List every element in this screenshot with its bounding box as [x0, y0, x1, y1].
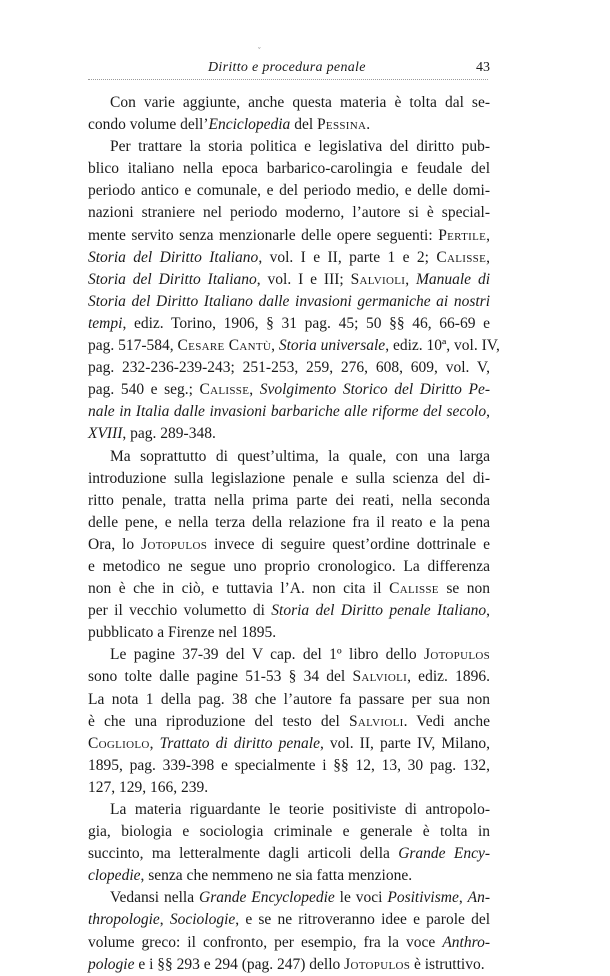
italic-title: pologie [88, 955, 135, 973]
text-line [88, 843, 490, 865]
text-run: , [271, 337, 279, 355]
text-line [88, 534, 490, 556]
italic-title: Sociologie [169, 911, 236, 929]
text-run: , [149, 734, 160, 752]
italic-title: Trattato di diritto penale [159, 734, 320, 752]
text-line [88, 313, 490, 335]
text-run: introduzione sulla legislazione penale e sulla scienza del di- [88, 469, 490, 487]
text-run: mente servito senza menzionarle delle opere seguenti: [88, 226, 439, 244]
text-run: Con varie aggiunte, anche questa materia è tolta dal se- [110, 94, 490, 111]
text-line [88, 556, 490, 578]
text-run: è che una riproduzione del testo del [88, 712, 349, 730]
text-run: pag. 517-584, [88, 337, 178, 355]
italic-title: Grande Ency- [398, 845, 491, 863]
text-run: , [486, 403, 490, 421]
author-name: Pertile [438, 226, 487, 244]
italic-title: Anthro- [442, 933, 490, 951]
text-run: . [366, 116, 371, 134]
text-run: , [486, 226, 490, 244]
text-line [88, 468, 490, 490]
text-line [88, 799, 490, 821]
text-run: le voci [334, 889, 388, 907]
author-name: Jotopulos [424, 646, 490, 664]
text-line [88, 446, 490, 468]
text-line [88, 401, 490, 423]
text-run: non è che in ciò, e tuttavia l’A. non cita il [88, 580, 390, 598]
text-run: , vol. I e II, parte 1 e 2; [258, 248, 437, 266]
italic-title: XVIII [88, 425, 123, 443]
text-run: gia, biologia e sociologia criminale e generale è tolta in [88, 823, 490, 841]
author-name: Calisse [389, 580, 439, 598]
text-line [88, 291, 490, 313]
text-line [88, 423, 490, 445]
text-run: Per trattare la storia politica e legislativa del diritto pub- [110, 138, 490, 156]
text-run: del [290, 116, 317, 134]
text-run: , pag. 289-348. [122, 425, 216, 443]
text-line [88, 666, 490, 688]
page-number: 43 [476, 60, 490, 75]
text-run: . Vedi anche [403, 712, 490, 730]
paragraph [88, 887, 490, 975]
author-name: Pessina [317, 116, 367, 134]
text-run: , vol. I e III; [256, 270, 351, 288]
text-line [88, 357, 490, 379]
italic-title: Storia del Diritto penale Italiano [271, 602, 487, 620]
text-run: pag. 232-236-239-243; 251-253, 259, 276, 608, 609, vol. V, [88, 359, 490, 377]
text-line [88, 711, 490, 733]
text-line [88, 114, 490, 136]
text-run: succinto, ma letteralmente dagli articoli della [88, 845, 399, 863]
text-run: e i §§ 293 e 294 (pag. 247) dello [134, 955, 345, 973]
text-line [88, 932, 490, 954]
italic-title: Manuale di [415, 270, 491, 288]
text-run: 127, 129, 166, 239. [88, 778, 209, 796]
text-run: , senza che nemmeno ne sia fatta menzione. [140, 867, 413, 885]
text-line [88, 689, 490, 711]
author-name: Salvioli [352, 668, 408, 686]
italic-title: clopedie [88, 867, 141, 885]
text-run: , vol. II, parte IV, Milano, [319, 734, 490, 752]
text-run: , [486, 248, 490, 266]
text-line [88, 733, 490, 755]
italic-title: Enciclopedia [208, 116, 291, 134]
text-run: , ediz. 10ª, vol. IV, [385, 337, 500, 355]
paragraph [88, 92, 490, 136]
italic-title: Storia del Diritto Italiano [88, 248, 259, 266]
text-line [88, 578, 490, 600]
text-run: blico italiano nella epoca barbarico-carolingia e feudale del [88, 160, 490, 178]
author-name: Calisse [436, 248, 487, 266]
text-run: delle pene, e nella terza della relazione fra il reato e la pena [88, 513, 490, 531]
author-name: Jotopulos [344, 955, 411, 973]
text-run: Le pagine 37-39 del V cap. del 1º libro dello [110, 646, 425, 664]
text-line [88, 512, 490, 534]
text-line [88, 909, 490, 931]
printer-mark: ˇ [258, 46, 261, 55]
text-run: se non [438, 580, 490, 598]
italic-title: Storia del Diritto Italiano dalle invasioni germaniche ai nostri [88, 292, 490, 310]
author-name: Salvioli [350, 270, 406, 288]
italic-title: Grande Encyclopedie [199, 889, 335, 907]
text-line [88, 600, 490, 622]
text-run: ritto penale, tratta nella prima parte dei reati, nella seconda [88, 491, 490, 509]
text-run: , [159, 911, 170, 929]
text-run: invece di seguire quest’ordine dottrinale e [207, 535, 490, 553]
text-run: è istruttivo. [410, 955, 485, 973]
text-line [88, 954, 490, 976]
page-body [88, 92, 500, 976]
author-name: Jotopulos [141, 535, 208, 553]
author-name: Cesare Cantù [177, 337, 272, 355]
author-name: Cogliolo [88, 734, 150, 752]
text-run: , e se ne ritroveranno idee e parole del [235, 911, 490, 929]
italic-title: thropologie [88, 911, 160, 929]
paragraph [88, 136, 500, 445]
italic-title: An- [467, 889, 490, 907]
text-line [88, 777, 490, 799]
text-line [88, 490, 490, 512]
text-run: 1895, pag. 339-398 e specialmente i §§ 12, 13, 30 pag. 132, [88, 756, 490, 774]
text-run: , ediz. Torino, 1906, § 31 pag. 45; 50 §§ 46, 66-69 e [122, 314, 490, 332]
italic-title: Svolgimento Storico del Diritto Pe- [259, 381, 491, 399]
text-line [88, 136, 490, 158]
paragraph [88, 446, 490, 645]
italic-title: Storia del Diritto Italiano [88, 270, 257, 288]
author-name: Salvioli [348, 712, 404, 730]
italic-title: tempi [88, 314, 123, 332]
text-run: pag. 540 e seg.; [88, 381, 200, 399]
text-line [88, 644, 490, 666]
text-run: Vedansi nella [110, 889, 200, 907]
running-title: Diritto e procedura penale [208, 60, 366, 75]
text-run: , ediz. 1896. [407, 668, 490, 686]
header-rule [88, 79, 488, 80]
text-line [88, 865, 490, 887]
text-run: condo volume dell’ [88, 116, 209, 134]
text-line [88, 755, 490, 777]
text-run: , [405, 270, 416, 288]
italic-title: Positivisme [387, 889, 459, 907]
author-name: Calisse [199, 381, 250, 399]
text-run: , [458, 889, 468, 907]
running-header [88, 58, 490, 78]
text-line [88, 887, 490, 909]
italic-title: Storia universale [278, 337, 386, 355]
text-line [88, 202, 490, 224]
text-line [88, 379, 490, 401]
text-run: Ora, lo [88, 535, 142, 553]
text-run: per il vecchio volumetto di [88, 602, 272, 620]
text-line [88, 247, 490, 269]
text-line [88, 180, 490, 202]
text-run: nazioni straniere nel periodo moderno, l’autore si è special- [88, 204, 490, 222]
text-run: , [486, 602, 490, 620]
text-run: e metodico ne segue uno proprio cronologico. La differenza [88, 557, 490, 575]
text-run: Ma soprattutto di quest’ultima, la quale, con una larga [110, 447, 490, 465]
text-run: sono tolte dalle pagine 51-53 § 34 del [88, 668, 353, 686]
text-run: La materia riguardante le teorie positiviste di antropolo- [110, 801, 490, 818]
paragraph [88, 644, 490, 799]
text-line [88, 225, 490, 247]
text-line [88, 335, 500, 357]
text-run: periodo antico e comunale, e del periodo medio, e delle domi- [88, 182, 490, 200]
text-run: La nota 1 della pag. 38 che l’autore fa passare per sua non [88, 690, 490, 708]
paragraph [88, 799, 490, 887]
text-line [88, 158, 490, 180]
text-run: , [249, 381, 260, 399]
text-line [88, 92, 490, 114]
italic-title: nale in Italia dalle invasioni barbariche alle riforme del secolo [88, 403, 487, 421]
text-line [88, 622, 490, 644]
text-line [88, 269, 490, 291]
text-run: volume greco: il confronto, per esempio, fra la voce [88, 933, 443, 951]
text-line [88, 821, 490, 843]
text-run: pubblicato a Firenze nel 1895. [88, 624, 277, 642]
